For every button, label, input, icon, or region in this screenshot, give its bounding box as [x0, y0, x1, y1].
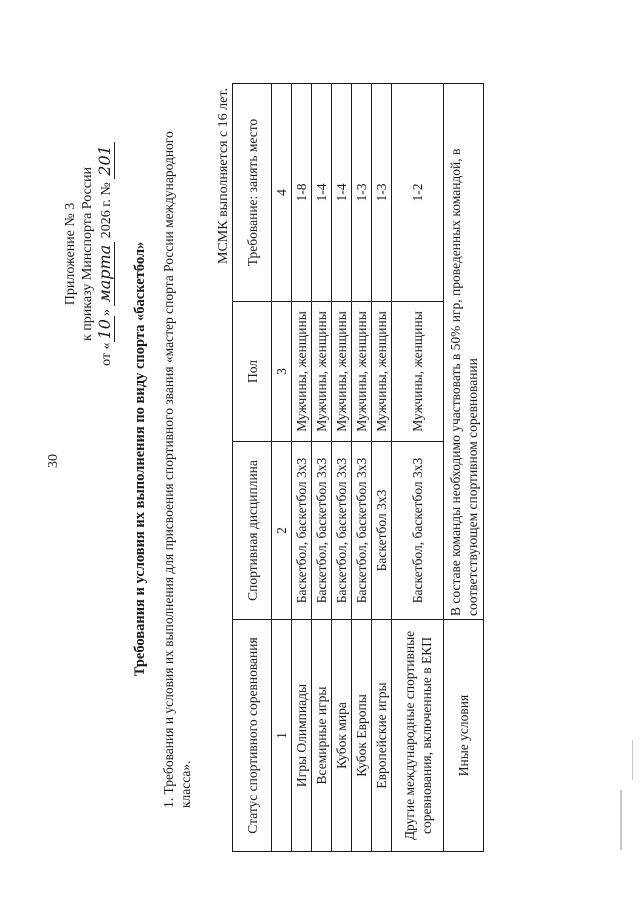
header-gender: Пол: [233, 302, 272, 442]
cell-other-text: В составе команды необходимо участвовать в 50% игр, проведенных командой, в соответствующем спортивном соревновании: [444, 84, 484, 620]
cell-place: 1-8: [292, 84, 312, 302]
cell-status: Всемирные игры: [312, 620, 332, 852]
cell-discipline: Баскетбол 3х3: [372, 442, 392, 620]
cell-status: Европейские игры: [372, 620, 392, 852]
table-row: [352, 84, 372, 852]
column-number: 3: [272, 302, 292, 442]
document-title: Требования и условия их выполнения по виду спорта «баскетбол»: [132, 241, 148, 677]
cell-discipline: Баскетбол, баскетбол 3х3: [292, 442, 312, 620]
header-discipline: Спортивная дисциплина: [233, 442, 272, 620]
cell-gender: Мужчины, женщины: [372, 302, 392, 442]
column-number: 2: [272, 442, 292, 620]
cell-place: 1-4: [332, 84, 352, 302]
cell-discipline: Баскетбол, баскетбол 3х3: [392, 442, 444, 620]
table-header-row: [233, 84, 272, 852]
handwritten-order-number: 201: [95, 142, 115, 179]
table-row: [332, 84, 352, 852]
scan-artifact: [620, 790, 622, 850]
page-number: 30: [46, 454, 61, 468]
table-row: [392, 84, 444, 852]
cell-place: 1-4: [312, 84, 332, 302]
annex-line-2: к приказу Минспорта России: [80, 167, 95, 341]
cell-gender: Мужчины, женщины: [292, 302, 312, 442]
table-row: [312, 84, 332, 852]
requirements-table: [232, 83, 484, 852]
date-mid: »: [99, 309, 114, 317]
table-row: [372, 84, 392, 852]
annex-header: [62, 124, 115, 384]
age-note: МСМК выполняется с 16 лет.: [216, 88, 231, 264]
annex-line-1: Приложение № 3: [63, 202, 78, 306]
column-number: 1: [272, 620, 292, 852]
cell-status: Игры Олимпиады: [292, 620, 312, 852]
header-status: Статус спортивного соревнования: [233, 620, 272, 852]
intro-paragraph: 1. Требования и условия их выполнения для присвоения спортивного звания «мастер спорта России международного класса».: [161, 131, 193, 808]
table-number-row: [272, 84, 292, 852]
cell-gender: Мужчины, женщины: [392, 302, 444, 442]
annex-line-3: [96, 124, 115, 384]
cell-status: Другие международные спортивные соревнования, включенные в ЕКП: [392, 620, 444, 852]
cell-gender: Мужчины, женщины: [332, 302, 352, 442]
table-row: [292, 84, 312, 852]
date-year: 2026 г. №: [99, 182, 114, 239]
cell-status: Кубок мира: [332, 620, 352, 852]
cell-discipline: Баскетбол, баскетбол 3х3: [332, 442, 352, 620]
cell-place: 1-3: [352, 84, 372, 302]
date-prefix: от «: [99, 342, 114, 366]
cell-place: 1-3: [372, 84, 392, 302]
handwritten-month: марта: [95, 242, 115, 306]
column-number: 4: [272, 84, 292, 302]
table-row-other-conditions: [444, 84, 484, 852]
handwritten-day: 10: [95, 316, 115, 342]
cell-discipline: Баскетбол, баскетбол 3х3: [352, 442, 372, 620]
cell-other-label: Иные условия: [444, 620, 484, 852]
cell-gender: Мужчины, женщины: [312, 302, 332, 442]
scan-artifact: [632, 740, 633, 780]
cell-place: 1-2: [392, 84, 444, 302]
cell-status: Кубок Европы: [352, 620, 372, 852]
cell-gender: Мужчины, женщины: [352, 302, 372, 442]
header-requirement: Требование: занять место: [233, 84, 272, 302]
cell-discipline: Баскетбол, баскетбол 3х3: [312, 442, 332, 620]
